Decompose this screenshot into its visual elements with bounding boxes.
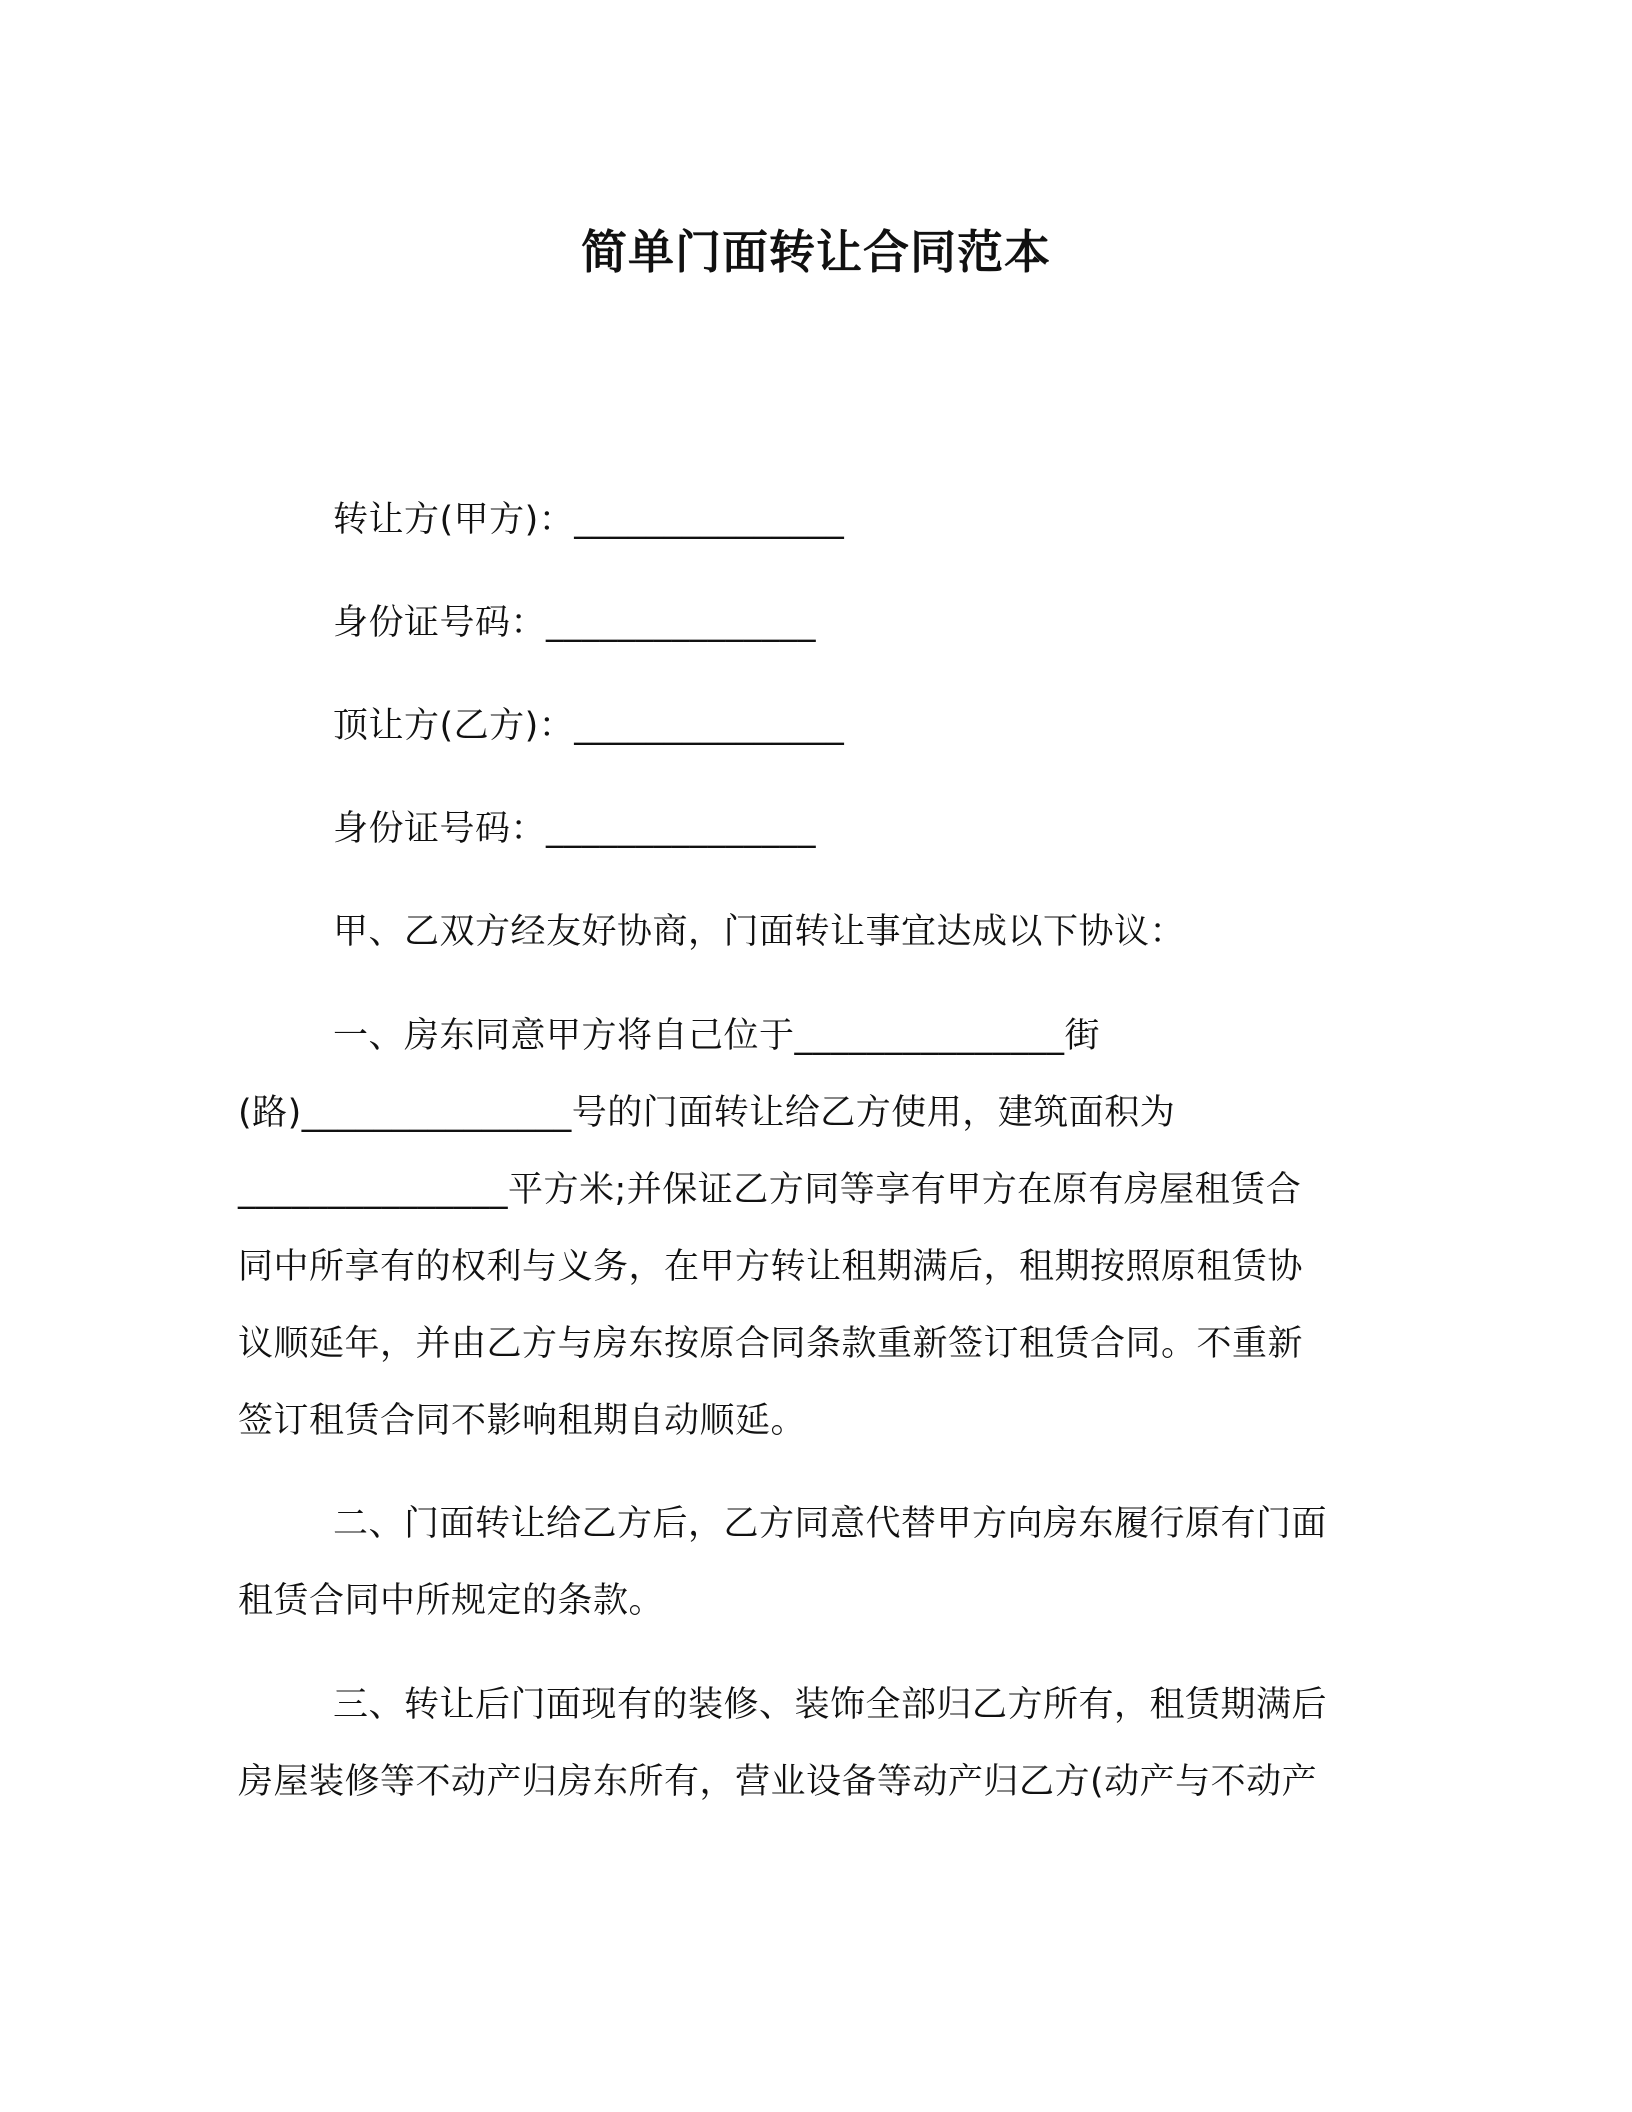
clause1-line: 签订租赁合同不影响租期自动顺延。 bbox=[238, 1401, 807, 1441]
clause3-line: 三、转让后门面现有的装修、装饰全部归乙方所有，租赁期满后 bbox=[333, 1685, 1328, 1725]
transferor-field: 转让方(甲方)：_______________ bbox=[333, 500, 845, 540]
transferee-id-field: 身份证号码：_______________ bbox=[333, 809, 817, 849]
clause2-line: 租赁合同中所规定的条款。 bbox=[238, 1581, 665, 1621]
transferee-field: 顶让方(乙方)：_______________ bbox=[333, 706, 845, 746]
clause1-line: _______________平方米;并保证乙方同等享有甲方在原有房屋租赁合 bbox=[238, 1170, 1302, 1210]
clause3-line: 房屋装修等不动产归房东所有，营业设备等动产归乙方(动产与不动产 bbox=[238, 1762, 1318, 1802]
transferor-id-field: 身份证号码：_______________ bbox=[333, 603, 817, 643]
intro-paragraph: 甲、乙双方经友好协商，门面转让事宜达成以下协议： bbox=[333, 912, 1186, 952]
clause1-line: (路)_______________号的门面转让给乙方使用，建筑面积为 bbox=[238, 1093, 1176, 1133]
document-title: 简单门面转让合同范本 bbox=[581, 225, 1051, 279]
clause1-line: 一、房东同意甲方将自己位于_______________街 bbox=[333, 1016, 1101, 1056]
clause1-line: 议顺延年，并由乙方与房东按原合同条款重新签订租赁合同。不重新 bbox=[238, 1324, 1304, 1364]
clause2-line: 二、门面转让给乙方后，乙方同意代替甲方向房东履行原有门面 bbox=[333, 1504, 1328, 1544]
clause1-line: 同中所享有的权利与义务，在甲方转让租期满后，租期按照原租赁协 bbox=[238, 1247, 1304, 1287]
